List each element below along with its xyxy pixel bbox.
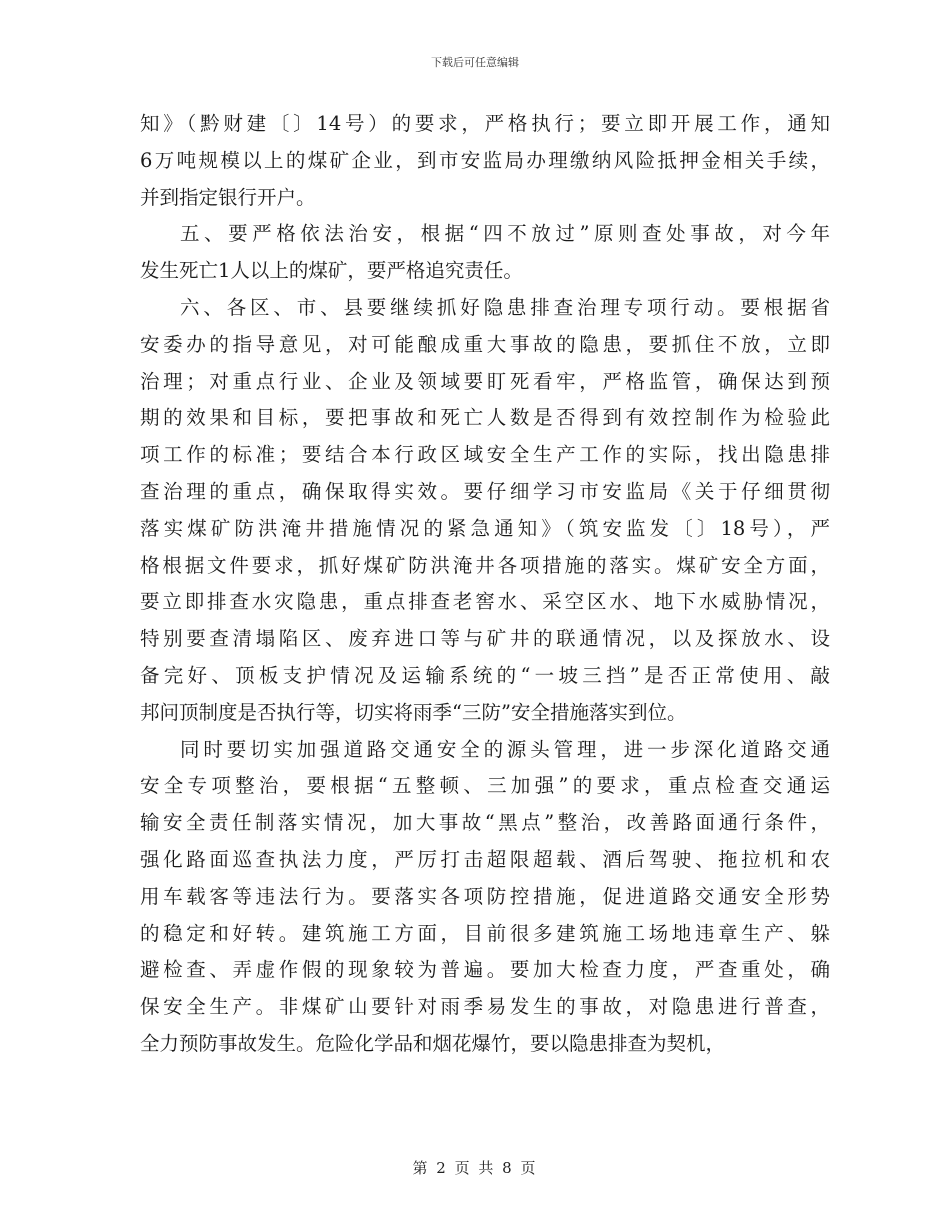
text-line: 强化路面巡查执法力度，严厉打击超限超载、酒后驾驶、拖拉机和农	[140, 847, 830, 871]
text-line: 保安全生产。非煤矿山要针对雨季易发生的事故，对隐患进行普查，	[140, 995, 830, 1019]
text-line: 并到指定银行开户。	[140, 185, 316, 209]
paragraph	[140, 290, 830, 732]
text-line: 要立即排查水灾隐患，重点排查老窖水、采空区水、地下水威胁情况，	[140, 590, 830, 614]
text-line: 知》（黔财建〔〕14号）的要求，严格执行；要立即开展工作，通知	[140, 112, 830, 135]
document-body	[140, 106, 830, 1063]
text-line: 治理；对重点行业、企业及领域要盯死看牢，严格监管，确保达到预	[140, 369, 830, 393]
text-line: 特别要查清塌陷区、废弃进口等与矿井的联通情况，以及探放水、设	[140, 627, 830, 651]
text-line: 用车载客等违法行为。要落实各项防控措施，促进道路交通安全形势	[140, 884, 830, 908]
text-line: 格根据文件要求，抓好煤矿防洪淹井各项措施的落实。煤矿安全方面，	[140, 553, 830, 577]
text-line: 输安全责任制落实情况，加大事故“黑点”整治，改善路面通行条件，	[140, 811, 830, 835]
text-line: 项工作的标准；要结合本行政区域安全生产工作的实际，找出隐患排	[140, 443, 830, 467]
text-line: 全力预防事故发生。危险化学品和烟花爆竹，要以隐患排查为契机，	[140, 1031, 726, 1055]
text-line: 同时要切实加强道路交通安全的源头管理，进一步深化道路交通	[180, 737, 830, 761]
paragraph	[140, 216, 830, 290]
header-note: 下载后可任意编辑	[431, 56, 519, 69]
text-line: 查治理的重点，确保取得实效。要仔细学习市安监局《关于仔细贯彻	[140, 479, 830, 503]
text-line: 邦问顶制度是否执行等，切实将雨季“三防”安全措施落实到位。	[140, 700, 687, 724]
text-line: 6万吨规模以上的煤矿企业，到市安监局办理缴纳风险抵押金相关手续，	[140, 148, 830, 172]
text-line: 避检查、弄虚作假的现象较为普遍。要加大检查力度，严查重处，确	[140, 958, 830, 982]
paragraph	[140, 106, 830, 216]
text-line: 安委办的指导意见，对可能酿成重大事故的隐患，要抓住不放，立即	[140, 332, 830, 356]
paragraph	[140, 732, 830, 1063]
text-line: 六、各区、市、县要继续抓好隐患排查治理专项行动。要根据省	[180, 295, 830, 319]
text-line: 落实煤矿防洪淹井措施情况的紧急通知》（筑安监发〔〕18号），严	[140, 516, 830, 540]
text-line: 的稳定和好转。建筑施工方面，目前很多建筑施工场地违章生产、躲	[140, 921, 830, 945]
text-line: 安全专项整治，要根据“五整顿、三加强”的要求，重点检查交通运	[140, 774, 830, 798]
text-line: 五、要严格依法治安，根据“四不放过”原则查处事故，对今年	[180, 222, 830, 246]
page-number: 第 2 页 共 8 页	[412, 1159, 538, 1177]
text-line: 发生死亡1人以上的煤矿，要严格追究责任。	[140, 259, 523, 283]
text-line: 期的效果和目标，要把事故和死亡人数是否得到有效控制作为检验此	[140, 406, 830, 430]
text-line: 备完好、顶板支护情况及运输系统的“一坡三挡”是否正常使用、敲	[140, 663, 830, 687]
